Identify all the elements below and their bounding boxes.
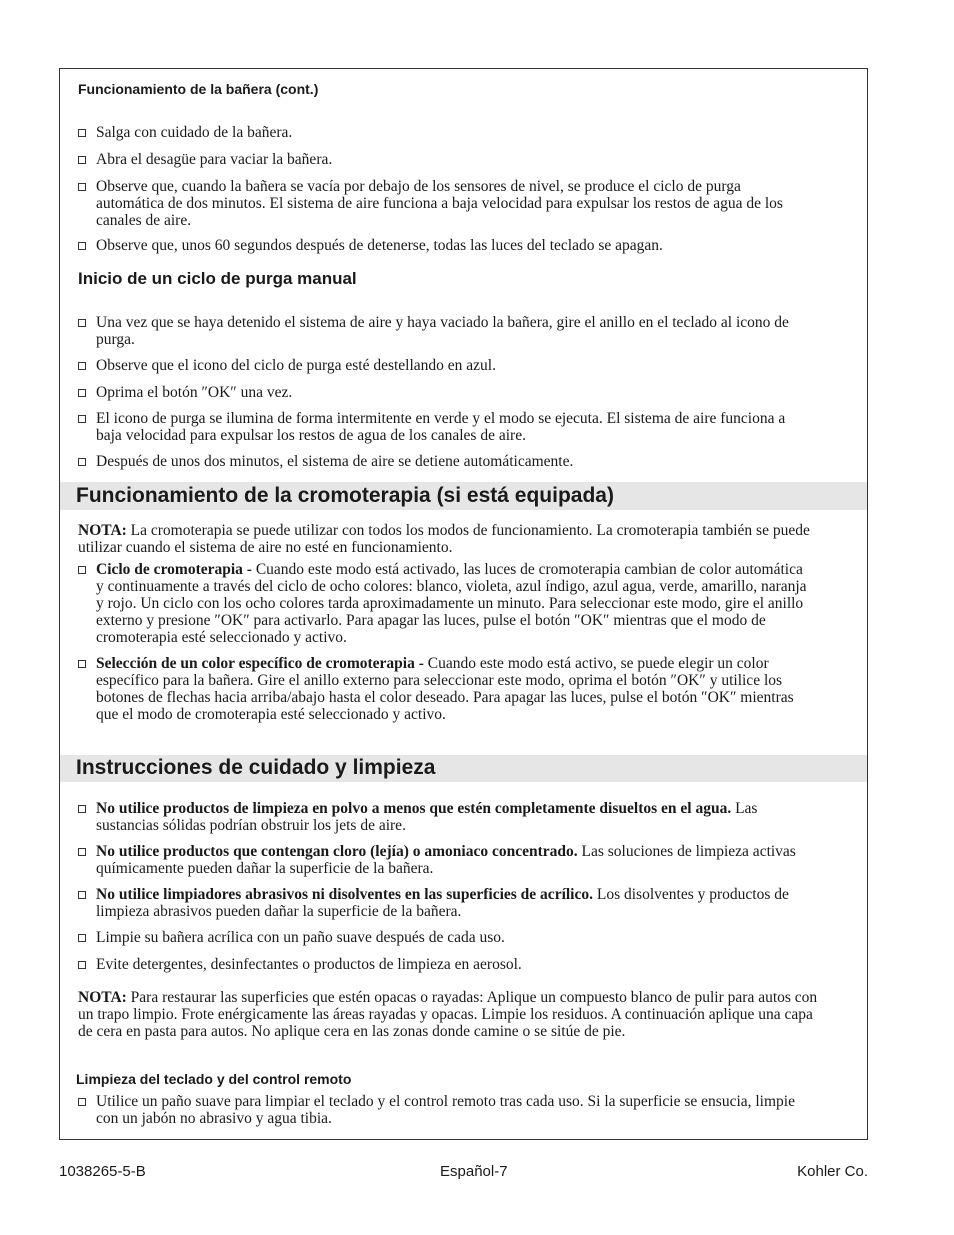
bathtub-operation-list (78, 124, 808, 254)
list-item (78, 886, 808, 920)
note-label: NOTA: (78, 522, 127, 539)
note-text: Para restaurar las superficies que estén opacas o rayadas: Aplique un compuesto blanco de pulir para autos con un trapo limpio. Frote enérgicamente las áreas rayadas y opacas. Limpie los residuos. A continuación aplique una capa de cera en pasta para autos. No aplique cera en las zonas donde camine o se sitúe de pie. (78, 989, 818, 1040)
list-item-text: Limpie su bañera acrílica con un paño suave después de cada uso. (96, 929, 505, 946)
checkbox-icon (78, 1098, 86, 1106)
section-heading-keypad-cleaning: Limpieza del teclado y del control remoto (76, 1071, 352, 1087)
list-item (78, 956, 808, 973)
list-item (78, 453, 808, 470)
list-item-text: Observe que el icono del ciclo de purga esté destellando en azul. (96, 357, 496, 374)
checkbox-icon (78, 129, 86, 137)
list-item-bold: No utilice productos de limpieza en polvo a menos que estén completamente disueltos en el agua. (96, 800, 732, 817)
checkbox-icon (78, 415, 86, 423)
checkbox-icon (78, 183, 86, 191)
list-item (78, 800, 808, 834)
chromotherapy-section-band (60, 482, 867, 510)
checkbox-icon (78, 961, 86, 969)
checkbox-icon (78, 891, 86, 899)
manual-purge-list (78, 314, 808, 470)
list-item-text: Evite detergentes, desinfectantes o productos de limpieza en aerosol. (96, 956, 522, 973)
list-item-text: Cuando este modo está activo, se puede elegir un color específico para la bañera. Gire el anillo externo para seleccionar este modo, oprima el botón ″OK″ y utilice los botones de flechas hacia arriba/abajo hasta el color deseado. Para apagar las luces, pulse el botón ″OK″ mientras que el modo de cromoterapia esté seleccionado y activo. (96, 655, 794, 723)
checkbox-icon (78, 362, 86, 370)
list-item (78, 151, 808, 168)
list-item-bold: No utilice productos que contengan cloro (lejía) o amoniaco concentrado. (96, 843, 578, 860)
list-item (78, 384, 808, 401)
list-item (78, 314, 808, 348)
list-item-text: El icono de purga se ilumina de forma intermitente en verde y el modo se ejecuta. El sistema de aire funciona a baja velocidad para expulsar los restos de agua de los canales de aire. (96, 410, 786, 444)
list-item-bold: Ciclo de cromoterapia - (96, 561, 252, 578)
checkbox-icon (78, 389, 86, 397)
list-item-text: Cuando este modo está activado, las luces de cromoterapia cambian de color automática y continuamente a través del ciclo de ocho colores: blanco, violeta, azul índigo, azul agua, verde, amarillo, naranja y rojo. Un ciclo con los ocho colores tarda aproximadamente un minuto. Para seleccionar este modo, gire el anillo externo y presione ″OK″ para activarlo. Para apagar las luces, pulse el botón ″OK″ mientras que el modo de cromoterapia esté seleccionado y activo. (96, 561, 807, 646)
list-item (78, 357, 808, 374)
list-item-text: Salga con cuidado de la bañera. (96, 124, 293, 141)
care-cleaning-section-band (60, 755, 867, 782)
content-frame (59, 68, 868, 1140)
note-text: La cromoterapia se puede utilizar con todos los modos de funcionamiento. La cromoterapia también se puede utilizar cuando el sistema de aire no esté en funcionamiento. (78, 522, 810, 556)
checkbox-icon (78, 319, 86, 327)
footer-page-number: Español-7 (440, 1163, 508, 1180)
list-item-text: Las sustancias sólidas podrían obstruir los jets de aire. (96, 800, 758, 834)
note-label: NOTA: (78, 989, 127, 1006)
section-heading-manual-purge: Inicio de un ciclo de purga manual (78, 269, 357, 288)
list-item-text: Los disolventes y productos de limpieza abrasivos pueden dañar la superficie de la bañera. (96, 886, 789, 920)
list-item-text: Después de unos dos minutos, el sistema de aire se detiene automáticamente. (96, 453, 574, 470)
checkbox-icon (78, 242, 86, 250)
list-item-text: Observe que, cuando la bañera se vacía por debajo de los sensores de nivel, se produce el ciclo de purga automática de dos minutos. El sistema de aire funciona a baja velocidad para expulsar los restos de agua de los canales de aire. (96, 178, 783, 229)
list-item (78, 843, 808, 877)
footer-doc-number: 1038265-5-B (59, 1163, 146, 1180)
care-cleaning-list (78, 800, 808, 973)
keypad-cleaning-list (78, 1093, 808, 1127)
list-item-text: Observe que, unos 60 segundos después de detenerse, todas las luces del teclado se apagan. (96, 237, 663, 254)
list-item (78, 237, 808, 254)
list-item (78, 655, 808, 723)
list-item-text: Abra el desagüe para vaciar la bañera. (96, 151, 333, 168)
section-heading-care-cleaning: Instrucciones de cuidado y limpieza (76, 756, 436, 779)
list-item-text: Una vez que se haya detenido el sistema de aire y haya vaciado la bañera, gire el anillo en el teclado al icono de purga. (96, 314, 789, 348)
list-item (78, 561, 808, 646)
chromotherapy-note (78, 522, 823, 556)
list-item-text: Oprima el botón ″OK″ una vez. (96, 384, 293, 401)
list-item (78, 929, 808, 946)
checkbox-icon (78, 934, 86, 942)
list-item-text: Las soluciones de limpieza activas químicamente pueden dañar la superficie de la bañera. (96, 843, 796, 877)
section-heading-bathtub-operation: Funcionamiento de la bañera (cont.) (78, 81, 319, 97)
checkbox-icon (78, 156, 86, 164)
checkbox-icon (78, 848, 86, 856)
list-item (78, 410, 808, 444)
list-item (78, 178, 808, 229)
list-item-bold: Selección de un color específico de cromoterapia - (96, 655, 424, 672)
section-heading-chromotherapy: Funcionamiento de la cromoterapia (si está equipada) (76, 484, 614, 507)
list-item (78, 1093, 808, 1127)
checkbox-icon (78, 660, 86, 668)
checkbox-icon (78, 458, 86, 466)
checkbox-icon (78, 566, 86, 574)
checkbox-icon (78, 805, 86, 813)
footer-company: Kohler Co. (797, 1163, 868, 1180)
list-item-text: Utilice un paño suave para limpiar el teclado y el control remoto tras cada uso. Si la superficie se ensucia, limpie con un jabón no abrasivo y agua tibia. (96, 1093, 795, 1127)
care-cleaning-note (78, 989, 823, 1040)
list-item (78, 124, 808, 141)
list-item-bold: No utilice limpiadores abrasivos ni disolventes en las superficies de acrílico. (96, 886, 593, 903)
chromotherapy-list (78, 561, 808, 723)
